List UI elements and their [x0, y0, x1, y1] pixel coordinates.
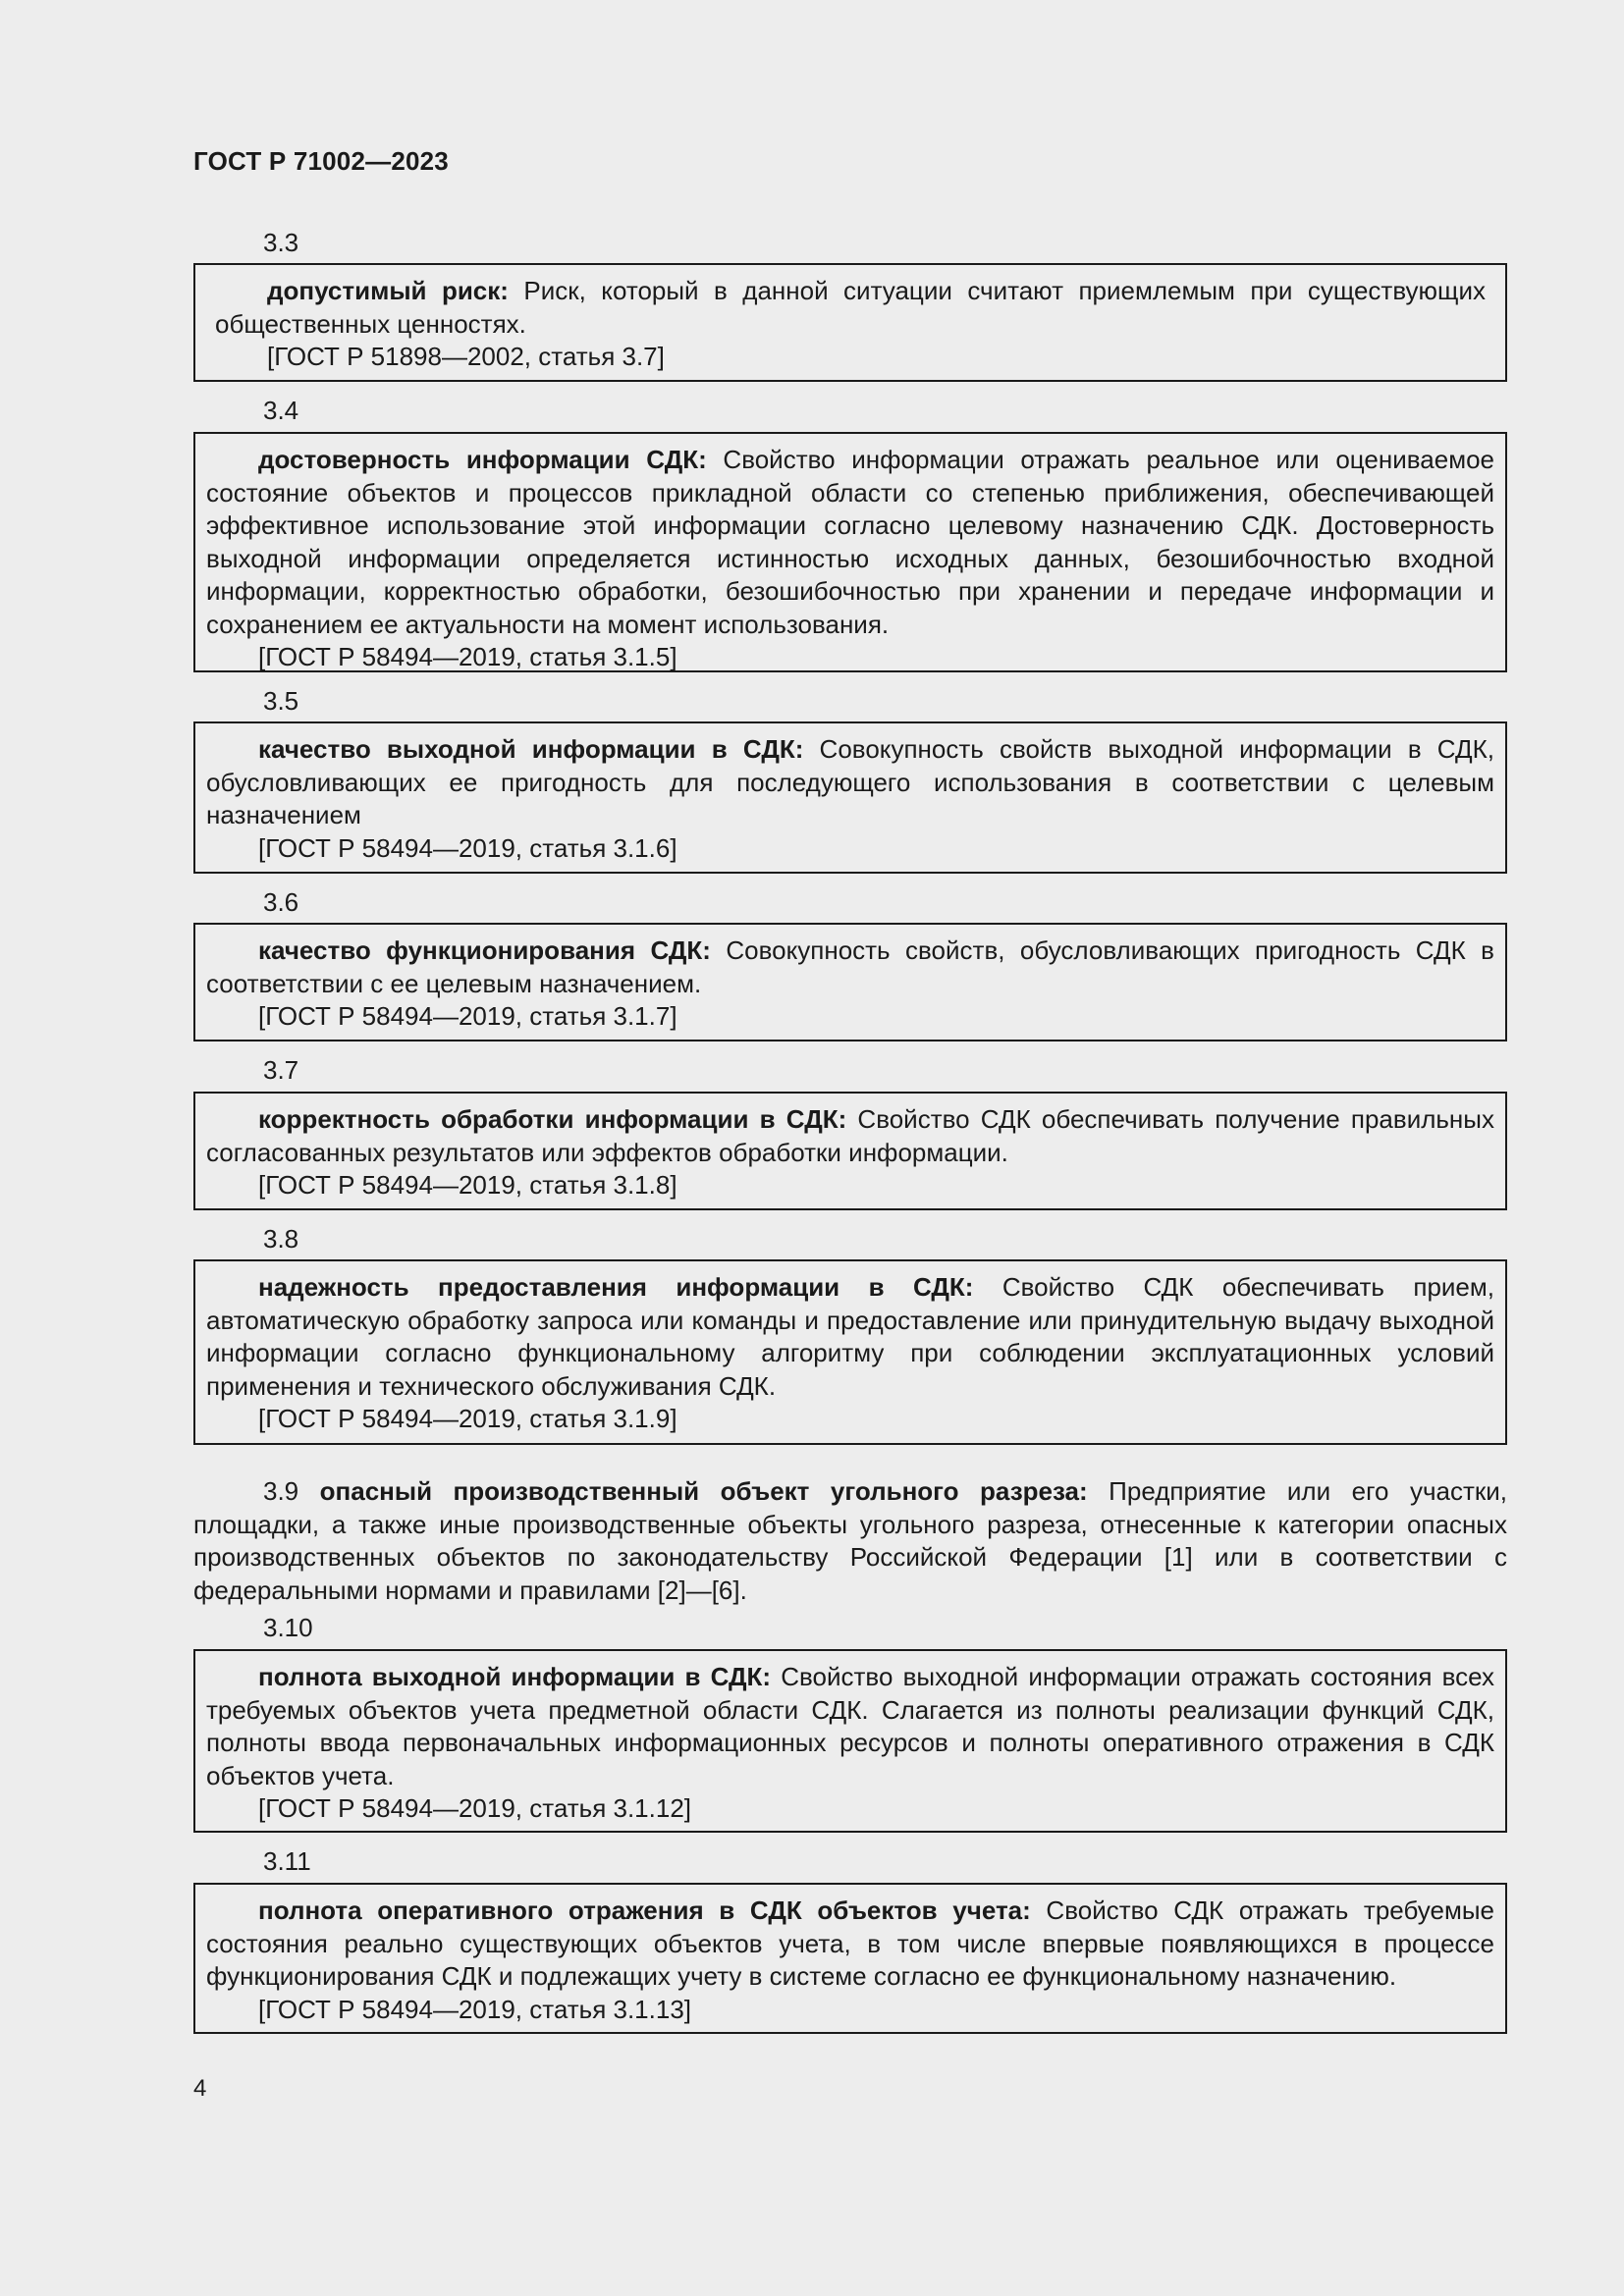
definition-box — [193, 721, 1507, 874]
document-header: ГОСТ Р 71002—2023 — [193, 146, 449, 176]
source-reference: [ГОСТ Р 58494—2019, статья 3.1.9] — [258, 1404, 677, 1433]
definition-box — [193, 1883, 1507, 2034]
entry-number: 3.11 — [263, 1846, 311, 1876]
source-reference: [ГОСТ Р 58494—2019, статья 3.1.5] — [258, 642, 677, 671]
definition-text: Совокупность свойств, обусловливающих пригодность СДК в соответствии с ее целевым назначением. — [206, 935, 1494, 998]
definition-text: Свойство СДК отражать требуемые состояния реально существующих объектов учета, в том числе впервые появляющихся в процессе функционирования СДК и подлежащих учету в системе согласно ее функциональному назначению. — [206, 1896, 1494, 1991]
term: достоверность информации СДК: — [258, 445, 707, 474]
definition-box — [193, 1092, 1507, 1210]
definition-text: Свойство выходной информации отражать состояния всех требуемых объектов учета предметной области СДК. Слагается из полноты реализации функций СДК, полноты ввода первоначальных информационных ресурсов и полноты оперативного отражения в СДК объектов учета. — [206, 1662, 1494, 1790]
term: корректность обработки информации в СДК: — [258, 1104, 847, 1134]
term: качество выходной информации в СДК: — [258, 734, 804, 764]
source-reference: [ГОСТ Р 58494—2019, статья 3.1.7] — [258, 1001, 677, 1031]
definition-box — [193, 1649, 1507, 1833]
definition-box — [193, 923, 1507, 1041]
source-reference: [ГОСТ Р 58494—2019, статья 3.1.8] — [258, 1170, 677, 1200]
definition-box — [193, 1259, 1507, 1445]
source-reference: [ГОСТ Р 58494—2019, статья 3.1.6] — [258, 832, 677, 863]
entry-number: 3.10 — [263, 1613, 313, 1642]
definition-text: Предприятие или его участки, площадки, а также иные производственные объекты угольного разреза, отнесенные к категории опасных производственных объектов по законодательству Российской Федерации [1] или в соответствии с федеральными нормами и правилами [2]—[6]. — [193, 1476, 1507, 1605]
entry-number: 3.3 — [263, 228, 299, 257]
term: качество функционирования СДК: — [258, 935, 711, 965]
term: полнота выходной информации в СДК: — [258, 1662, 772, 1691]
term: полнота оперативного отражения в СДК объектов учета: — [258, 1896, 1031, 1925]
entry-number: 3.4 — [263, 396, 299, 425]
page-number: 4 — [193, 2075, 207, 2102]
definition-text: Свойство СДК обеспечивать прием, автоматическую обработку запроса или команды и предоставление или принудительную выдачу выходной информации согласно функциональному алгоритму при соблюдении эксплуатационных условий применения и технического обслуживания СДК. — [206, 1272, 1494, 1401]
definition-text: Совокупность свойств выходной информации в СДК, обусловливающих ее пригодность для последующего использования в соответствии с целевым назначением — [206, 734, 1494, 829]
definition-paragraph — [193, 1475, 1507, 1607]
definition-text: Свойство информации отражать реальное или оцениваемое состояние объектов и процессов прикладной области со степенью приближения, обеспечивающей эффективное использование этой информации согласно целевому назначению СДК. Достоверность выходной информации определяется истинностью исходных данных, безошибочностью входной информации, корректностью обработки, безошибочностью при хранении и передаче информации и сохранением ее актуальности на момент использования. — [206, 445, 1494, 639]
term: допустимый риск: — [267, 276, 509, 305]
definition-box — [193, 263, 1507, 382]
entry-number: 3.6 — [263, 887, 299, 917]
definition-text: Риск, который в данной ситуации считают приемлемым при существующих общественных ценностях. — [215, 276, 1486, 339]
term: опасный производственный объект угольного разреза: — [319, 1476, 1088, 1506]
definition-text: Свойство СДК обеспечивать получение правильных согласованных результатов или эффектов обработки информации. — [206, 1104, 1494, 1167]
entry-number: 3.8 — [263, 1224, 299, 1254]
source-reference: [ГОСТ Р 58494—2019, статья 3.1.13] — [258, 1994, 692, 2024]
source-reference: [ГОСТ Р 58494—2019, статья 3.1.12] — [258, 1793, 692, 1823]
entry-number: 3.7 — [263, 1055, 299, 1085]
source-reference: [ГОСТ Р 51898—2002, статья 3.7] — [267, 342, 665, 371]
term: надежность предоставления информации в СДК: — [258, 1272, 974, 1302]
definition-box — [193, 432, 1507, 672]
entry-number: 3.5 — [263, 686, 299, 716]
entry-number: 3.9 — [263, 1476, 299, 1506]
